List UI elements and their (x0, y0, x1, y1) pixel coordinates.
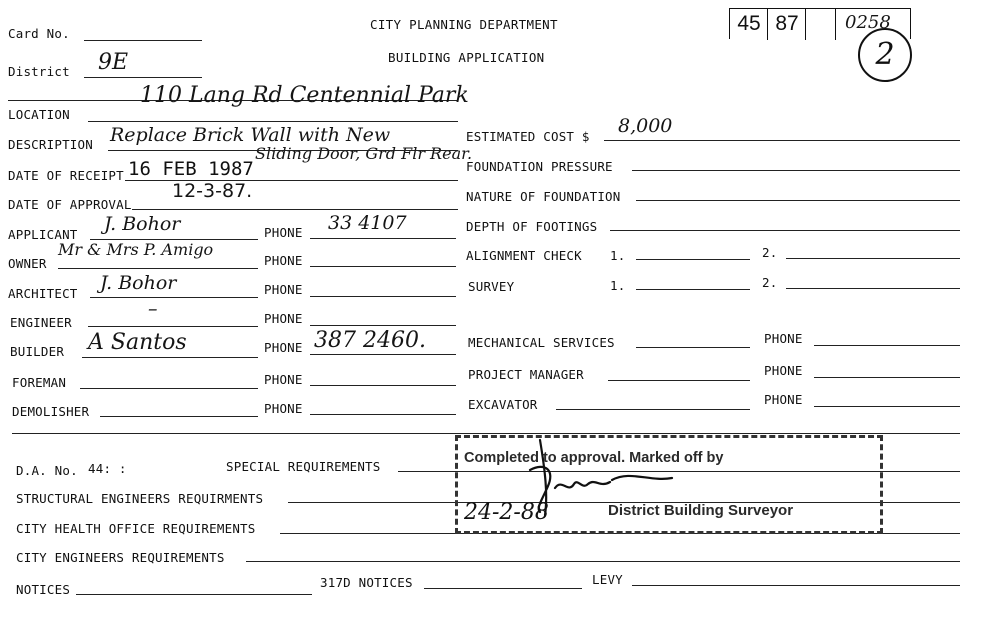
alignment-1-label: 1. (610, 248, 626, 263)
location-label: LOCATION (8, 107, 70, 122)
applicant-phone-value: 33 4107 (328, 212, 407, 234)
survey-2-label: 2. (762, 275, 778, 290)
engineer-value: – (148, 298, 158, 320)
health-requirements-label: CITY HEALTH OFFICE REQUIREMENTS (16, 521, 256, 536)
estimated-cost-label: ESTIMATED COST $ (466, 129, 590, 144)
special-requirements-label: SPECIAL REQUIREMENTS (226, 459, 381, 474)
estimated-cost-value: 8,000 (618, 115, 673, 137)
da-number-label: D.A. No. (16, 463, 78, 478)
card-box-number: 0258 (845, 12, 891, 33)
foreman-label: FOREMAN (12, 375, 67, 390)
card-box-year-2: 87 (775, 12, 799, 35)
description-label: DESCRIPTION (8, 137, 93, 152)
alignment-check-label: ALIGNMENT CHECK (466, 248, 582, 263)
applicant-phone-label: PHONE (264, 225, 303, 240)
description-value-2: Sliding Door, Grd Flr Rear. (255, 144, 473, 163)
receipt-label: DATE OF RECEIPT (8, 168, 124, 183)
dept-title: CITY PLANNING DEPARTMENT (370, 17, 558, 32)
architect-label: ARCHITECT (8, 286, 78, 301)
foreman-phone-label: PHONE (264, 372, 303, 387)
builder-phone-label: PHONE (264, 340, 303, 355)
depth-footings-label: DEPTH OF FOOTINGS (466, 219, 598, 234)
engineer-phone-label: PHONE (264, 311, 303, 326)
demolisher-label: DEMOLISHER (12, 404, 90, 419)
architect-phone-label: PHONE (264, 282, 303, 297)
da-number-value: 44: : (88, 461, 127, 476)
builder-label: BUILDER (10, 344, 65, 359)
project-manager-phone-label: PHONE (764, 363, 803, 378)
location-value: 110 Lang Rd Centennial Park (140, 83, 469, 108)
district-label: District (8, 64, 70, 79)
applicant-label: APPLICANT (8, 227, 78, 242)
stamp-line-1: Completed to approval. Marked off by (464, 450, 724, 466)
city-engineers-label: CITY ENGINEERS REQUIREMENTS (16, 550, 225, 565)
applicant-value: J. Bohor (104, 213, 181, 235)
survey-label: SURVEY (468, 279, 515, 294)
excavator-label: EXCAVATOR (468, 397, 538, 412)
card-box-year-1: 45 (737, 12, 761, 35)
description-value-1: Replace Brick Wall with New (110, 124, 391, 146)
stamp-line-2: District Building Surveyor (608, 502, 794, 519)
demolisher-phone-label: PHONE (264, 401, 303, 416)
builder-value: A Santos (88, 330, 187, 355)
project-manager-label: PROJECT MANAGER (468, 367, 584, 382)
owner-phone-label: PHONE (264, 253, 303, 268)
nature-foundation-label: NATURE OF FOUNDATION (466, 189, 621, 204)
structural-requirements-label: STRUCTURAL ENGINEERS REQUIRMENTS (16, 491, 264, 506)
form-title: BUILDING APPLICATION (388, 50, 545, 65)
owner-value: Mr & Mrs P. Amigo (58, 240, 214, 259)
levy-label: LEVY (592, 572, 623, 587)
owner-label: OWNER (8, 256, 47, 271)
receipt-stamp-value: 16 FEB 1987 (128, 158, 254, 180)
circled-number: 2 (858, 28, 912, 82)
foundation-pressure-label: FOUNDATION PRESSURE (466, 159, 613, 174)
stamp-date: 24-2-88 (464, 500, 549, 525)
mechanical-services-label: MECHANICAL SERVICES (468, 335, 615, 350)
excavator-phone-label: PHONE (764, 392, 803, 407)
approval-value: 12-3-87. (172, 180, 253, 202)
approval-label: DATE OF APPROVAL (8, 197, 132, 212)
engineer-label: ENGINEER (10, 315, 72, 330)
notices-label: NOTICES (16, 582, 71, 597)
notices-317d-label: 317D NOTICES (320, 575, 413, 590)
mechanical-phone-label: PHONE (764, 331, 803, 346)
architect-value: J. Bohor (100, 272, 177, 294)
survey-1-label: 1. (610, 278, 626, 293)
card-no-label: Card No. (8, 26, 70, 41)
alignment-2-label: 2. (762, 245, 778, 260)
builder-phone-value: 387 2460. (314, 328, 426, 353)
district-value: 9E (98, 50, 129, 75)
